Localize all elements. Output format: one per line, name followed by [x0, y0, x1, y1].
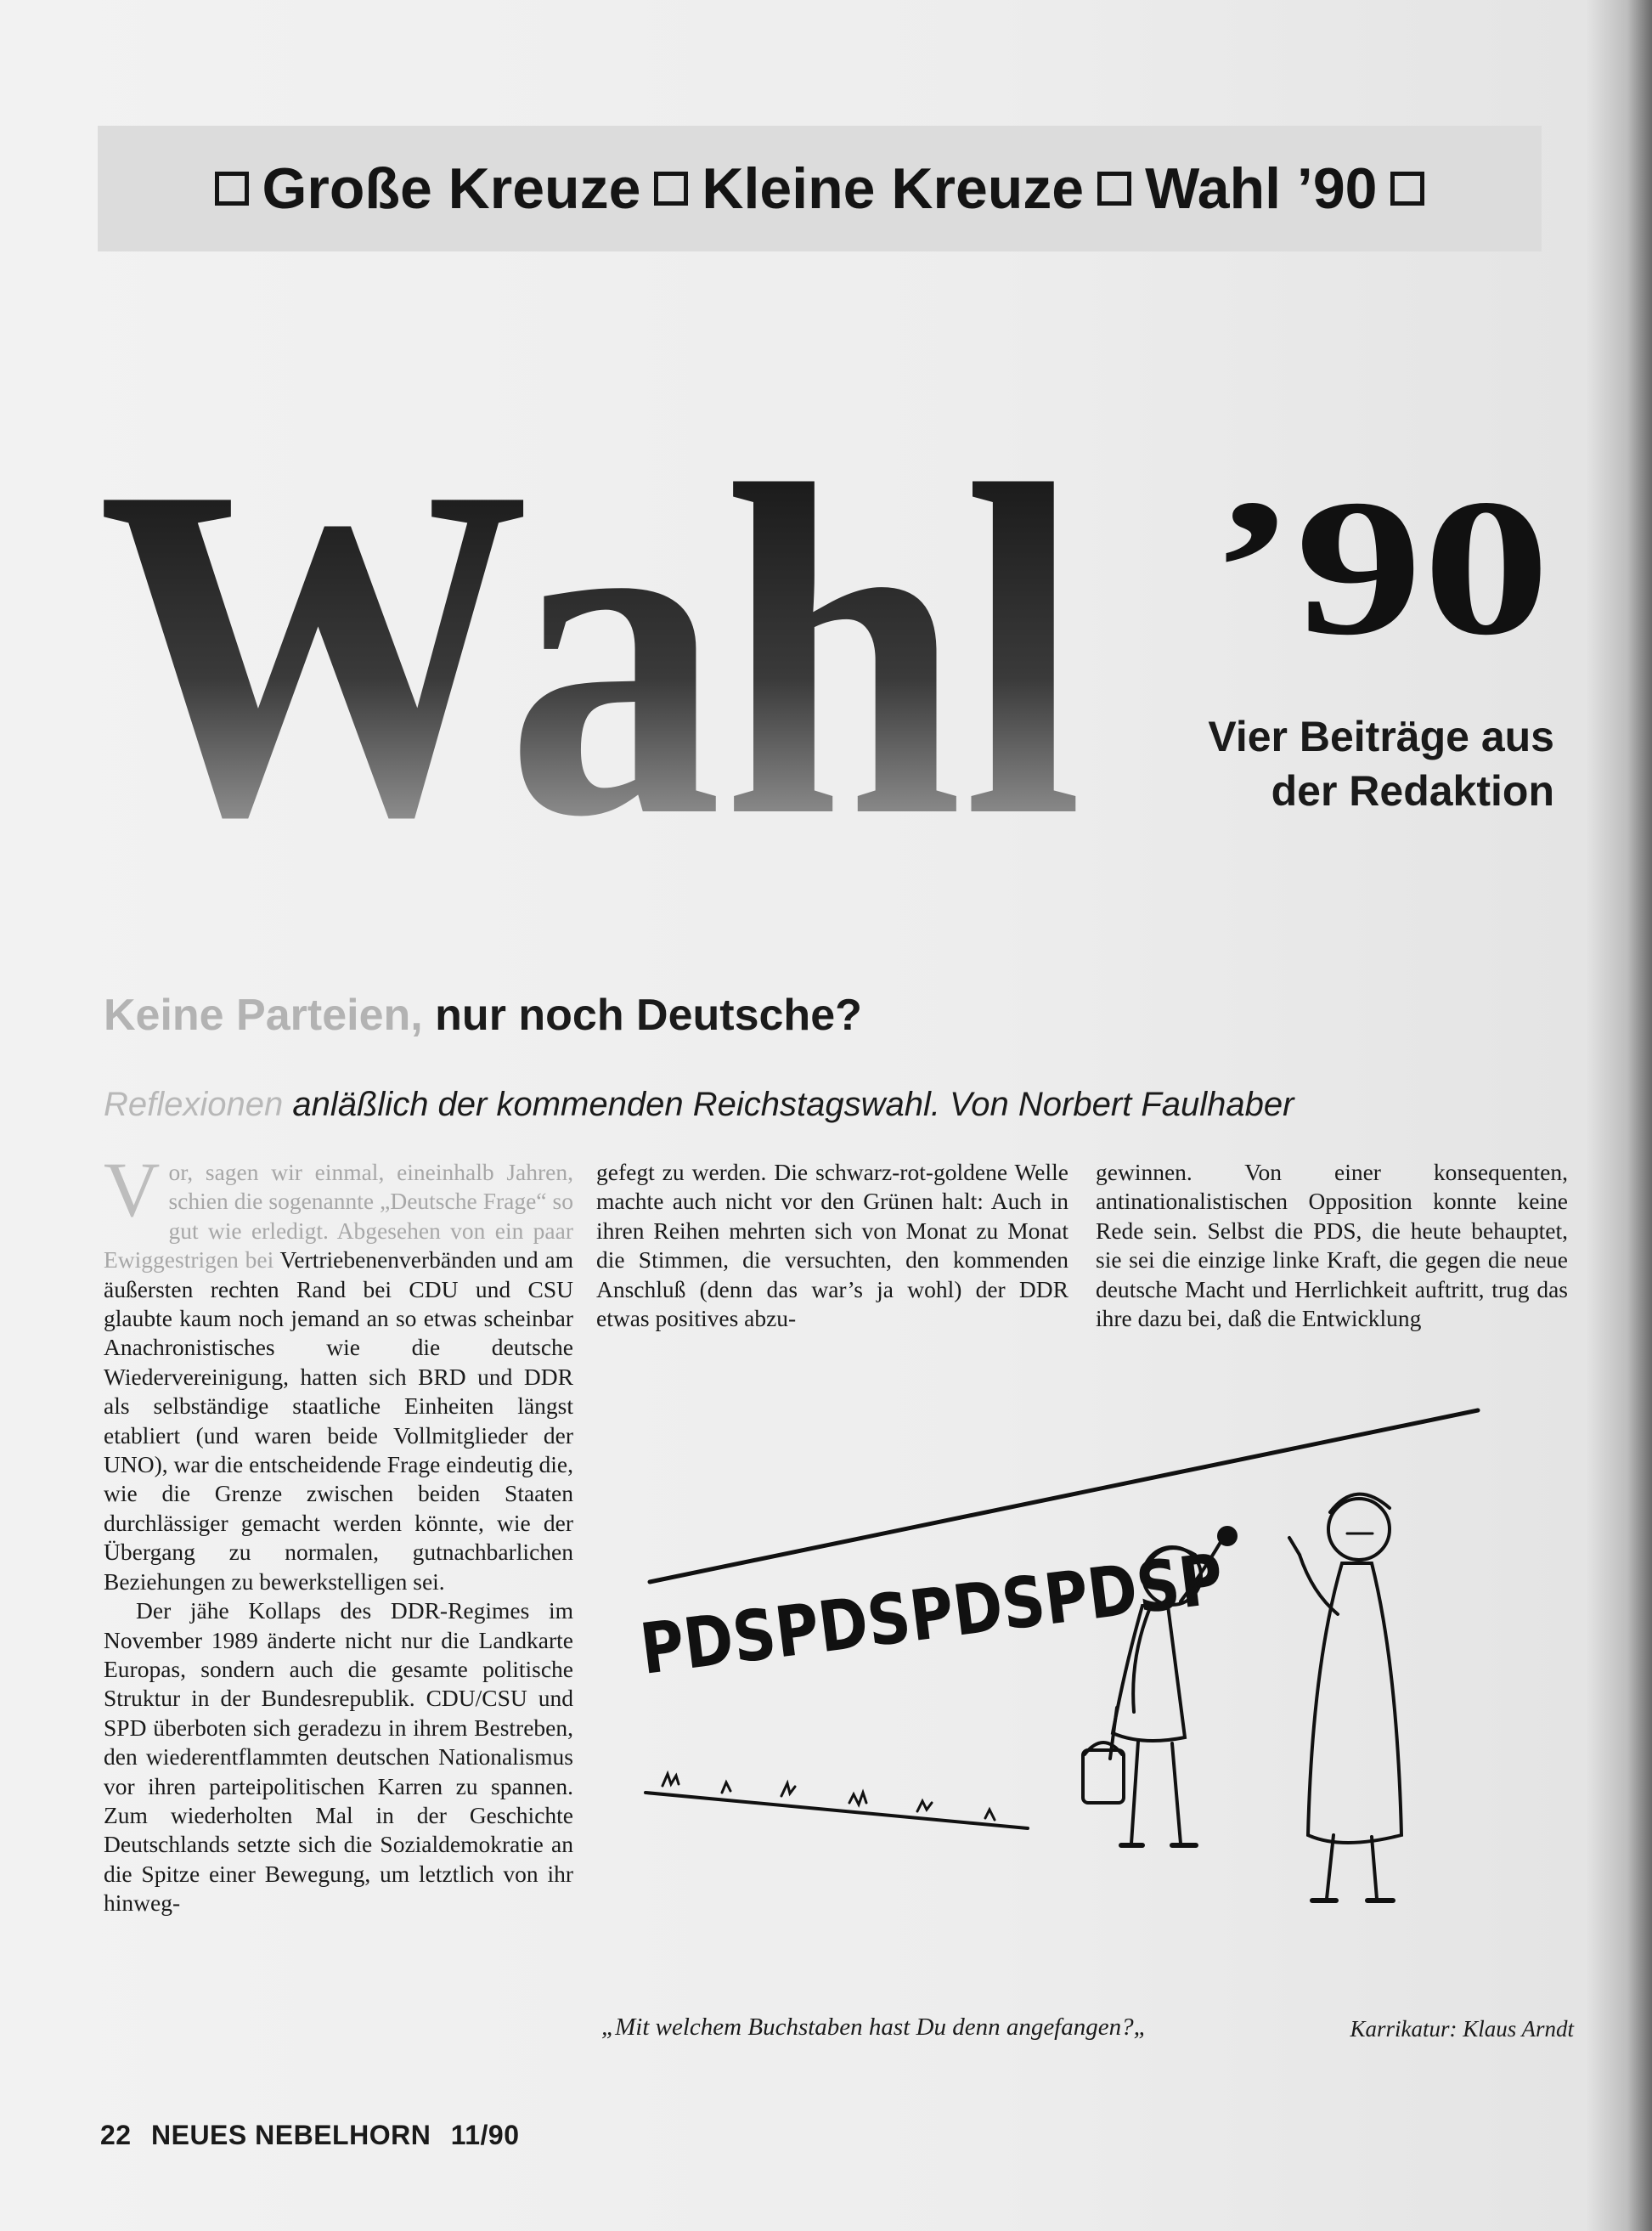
- deck-main-part: anläßlich der kommenden Reichstagswahl. Von Norbert Faulhaber: [283, 1086, 1294, 1123]
- article-deck: [104, 1086, 1294, 1124]
- dropcap: V: [104, 1146, 161, 1233]
- issue-number: 11/90: [450, 2120, 520, 2150]
- cartoon-illustration: [629, 1393, 1580, 1954]
- cartoon-caption: „Mit welchem Buchstaben hast Du denn angefangen?„: [601, 2014, 1147, 2041]
- section-header: [215, 155, 1425, 222]
- article-column-1: [104, 1146, 573, 2050]
- article-column-2: [596, 1158, 1068, 1333]
- observer-figure: [1289, 1494, 1401, 1901]
- page-footer: [100, 2120, 520, 2151]
- page-number: 22: [100, 2120, 132, 2150]
- checkbox-icon: [654, 172, 688, 206]
- headline-main-part: nur noch Deutsche?: [422, 991, 862, 1040]
- article-headline: [104, 990, 862, 1041]
- headline-faded-part: Keine Parteien,: [104, 991, 423, 1040]
- feature-subtitle: [1208, 709, 1554, 818]
- faded-text: or, sagen wir einmal, eineinhalb Jahren, schien die sogenannte „Deutsche Frage“ so gut wie erledigt. Abgesehen von ein paar Ewiggestrigen bei: [104, 1159, 573, 1274]
- deck-faded-part: Reflexionen: [104, 1086, 284, 1123]
- ground-line: [646, 1793, 1028, 1828]
- subtitle-line-1: Vier Beiträge aus: [1208, 713, 1554, 760]
- title-word: Wahl: [98, 425, 1083, 867]
- article-column-3: [1096, 1158, 1568, 1333]
- body-text: Vertriebenenverbänden und am äußersten rechten Rand bei CDU und CSU glaubte kaum noch jemand an so etwas scheinbar Anachronistisches wie die deutsche Wiedervereinigung, hatten sich BRD und DDR als selbständige staatliche Einheiten längst etabliert (und waren beide Vollmitglieder der UNO), war die entscheidende Frage eindeutig die, wie die Grenze zwischen beiden Staaten durchlässiger gemacht werden könnte, wie der Übergang zu normalen, gutnachbarlichen Beziehungen zu bewerkstelligen sei.: [104, 1246, 573, 1595]
- paragraph: gewinnen. Von einer konsequenten, antinationalistischen Opposition konnte keine Rede sein. Selbst die PDS, die heute behauptet, sie sei die einzige linke Kraft, die gegen die neue deutsche Macht und Herrlichkeit auftritt, trug das ihre dazu bei, daß die Entwicklung: [1096, 1159, 1568, 1332]
- checkbox-icon: [1097, 172, 1131, 206]
- subtitle-line-2: der Redaktion: [1271, 767, 1554, 815]
- wall-lettering: PDSPDSPDSPDSP: [635, 1526, 1328, 1691]
- section-item-3: Wahl ’90: [1145, 156, 1378, 221]
- cartoon-credit: Karrikatur: Klaus Arndt: [1350, 2016, 1574, 2042]
- section-item-2: Kleine Kreuze: [702, 156, 1085, 221]
- title-year: ’90: [1210, 459, 1550, 675]
- section-item-1: Große Kreuze: [262, 156, 641, 221]
- paragraph: gefegt zu werden. Die schwarz-rot-goldene Welle machte auch nicht vor den Grünen halt: Auch in ihren Reihen mehrten sich von Monat zu Monat die Stimmen, die versuchten, den kommenden Anschluß (denn das war’s ja wohl) der DDR etwas positives abzu-: [596, 1159, 1068, 1332]
- publication-name: NEUES NEBELHORN: [150, 2120, 431, 2150]
- paragraph: Der jähe Kollaps des DDR-Regimes im November 1989 änderte nicht nur die Landkarte Europas, sondern auch die gesamte politische Struktur in der Bundesrepublik. CDU/CSU und SPD überboten sich geradezu in ihrem Bestreben, den wiederentflammten deutschen Nationalismus vor ihren parteipolitischen Karren zu spannen. Zum wiederholten Mal in der Geschichte Deutschlands setzte sich die Sozialdemokratie an die Spitze einer Bewegung, um letztlich von ihr hinweg-: [104, 1597, 573, 1917]
- checkbox-icon: [215, 172, 249, 206]
- checkbox-icon: [1390, 172, 1424, 206]
- paragraph: [104, 1146, 573, 1596]
- section-header-band: [98, 126, 1542, 251]
